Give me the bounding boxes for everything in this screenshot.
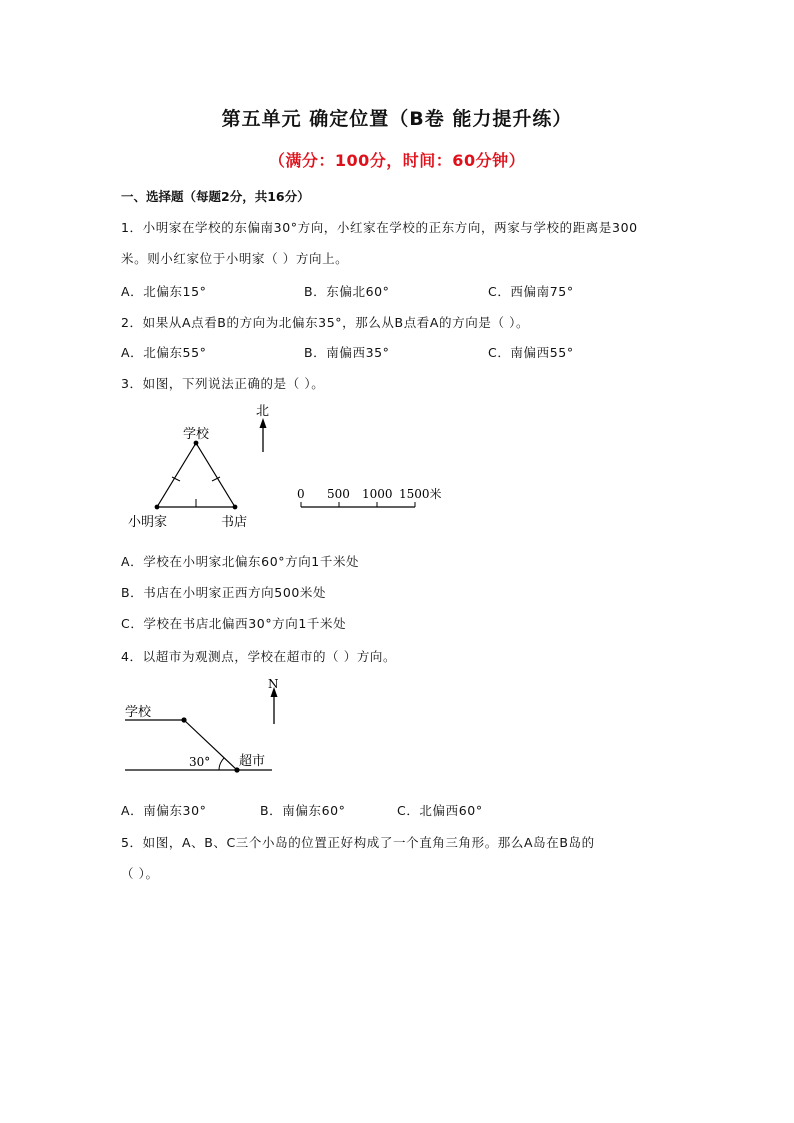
home-point	[155, 505, 160, 510]
store-label: 书店	[221, 515, 248, 530]
school-point	[181, 717, 186, 722]
school-label: 学校	[125, 705, 152, 720]
angle-label: 30°	[189, 755, 211, 769]
scale-label: 0	[297, 487, 305, 501]
section-heading: 一、选择题（每题2分，共16分）	[121, 189, 310, 204]
scale-label: 1500米	[399, 487, 442, 501]
q1-option-c: C．西偏南75°	[488, 284, 574, 299]
page-title: 第五单元 确定位置（B卷 能力提升练）	[221, 108, 573, 130]
triangle-shape	[157, 443, 235, 507]
market-label: 超市	[239, 754, 266, 769]
q2-option-a: A．北偏东55°	[121, 345, 207, 360]
q2-option-c: C．南偏西55°	[488, 345, 574, 360]
q4-option-a: A．南偏东30°	[121, 803, 207, 818]
q3-option-b: B．书店在小明家正西方向500米处	[121, 585, 327, 600]
north-label: 北	[256, 404, 270, 419]
school-label: 学校	[183, 427, 210, 442]
q4-option-b: B．南偏东60°	[260, 803, 346, 818]
question-3-line-1: 3．如图，下列说法正确的是（ ）。	[121, 376, 325, 391]
question-5-line-1: 5．如图，A、B、C三个小岛的位置正好构成了一个直角三角形。那么A岛在B岛的	[121, 835, 595, 850]
q1-option-a: A．北偏东15°	[121, 284, 207, 299]
q1-option-b: B．东偏北60°	[304, 284, 390, 299]
scale-label: 1000	[362, 487, 393, 501]
q3-option-a: A．学校在小明家北偏东60°方向1千米处	[121, 554, 360, 569]
question-1-line-2: 米。则小红家位于小明家（ ）方向上。	[121, 251, 349, 266]
q3-option-c: C．学校在书店北偏西30°方向1千米处	[121, 616, 347, 631]
scale-label: 500	[327, 487, 350, 501]
question-1-line-1: 1．小明家在学校的东偏南30°方向，小红家在学校的正东方向，两家与学校的距离是300	[121, 220, 638, 235]
store-point	[233, 505, 238, 510]
angle-arc	[219, 758, 224, 770]
north-arrow-icon	[260, 418, 267, 428]
question-4-line-1: 4．以超市为观测点，学校在超市的（ ）方向。	[121, 649, 397, 664]
exam-info: （满分：100分，时间：60分钟）	[268, 151, 526, 170]
q4-option-c: C．北偏西60°	[397, 803, 483, 818]
q2-option-b: B．南偏西35°	[304, 345, 390, 360]
question-2-line-1: 2．如果从A点看B的方向为北偏东35°，那么从B点看A的方向是（ ）。	[121, 315, 530, 330]
north-label-n: N	[268, 677, 279, 691]
question-5-line-2: （ ）。	[121, 866, 159, 881]
home-label: 小明家	[128, 515, 168, 530]
